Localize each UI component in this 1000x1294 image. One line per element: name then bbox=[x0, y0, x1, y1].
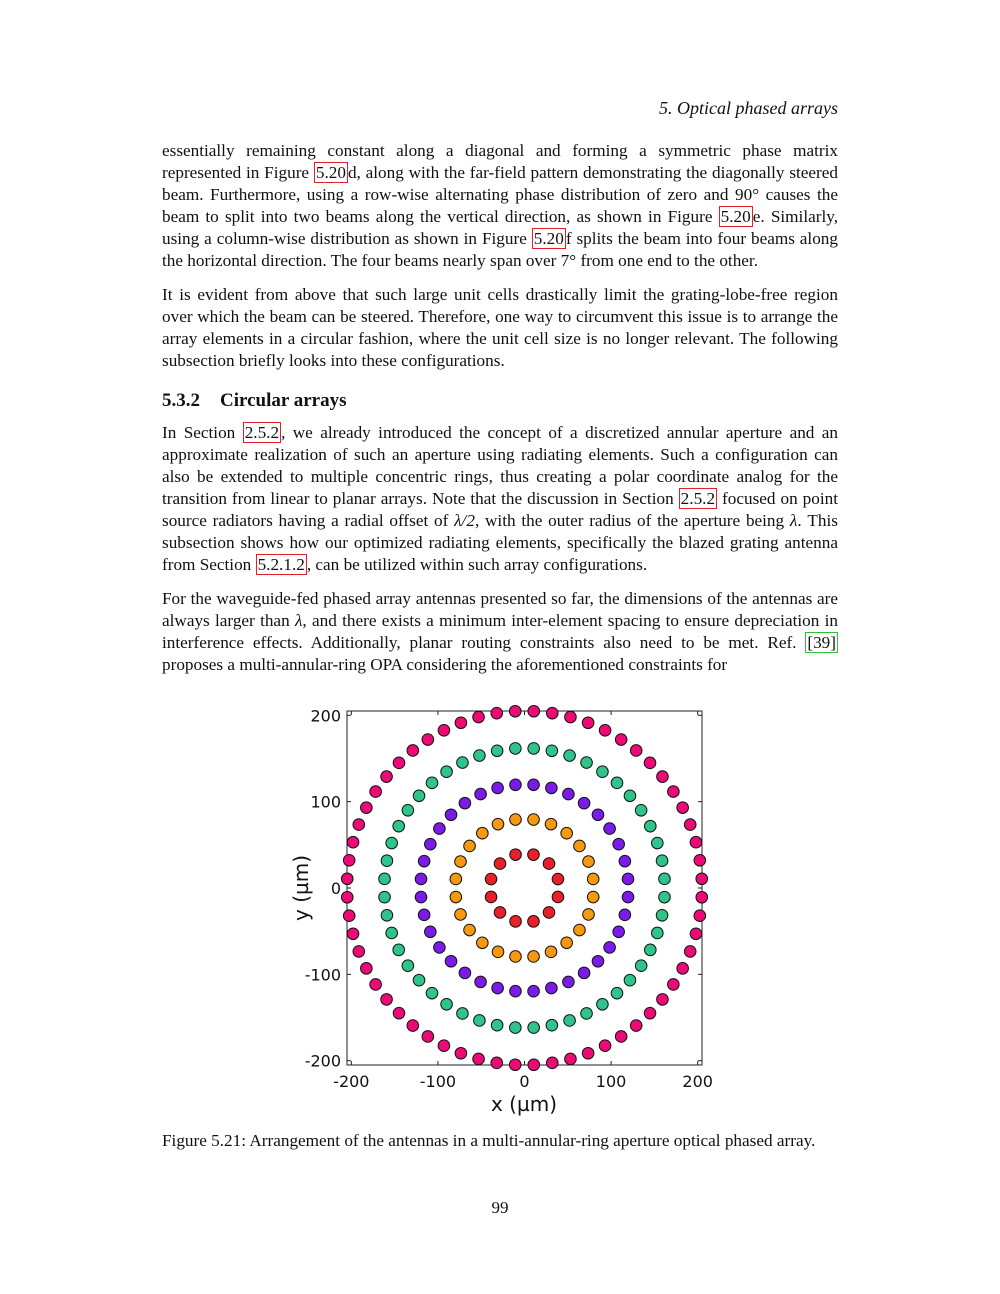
antenna-point-ring-5 bbox=[347, 836, 359, 848]
antenna-point-ring-5 bbox=[694, 855, 706, 867]
antenna-point-ring-5 bbox=[528, 1059, 540, 1071]
antenna-point-ring-3 bbox=[528, 985, 540, 997]
antenna-point-ring-2 bbox=[561, 937, 573, 949]
p4-text-b: , and there exists a minimum inter-element spacing to ensure depreciation in interference effects. Additionally, planar routing constraints also need to be met. Ref. bbox=[162, 611, 838, 652]
antenna-point-ring-4 bbox=[474, 1015, 486, 1027]
section-link[interactable]: 5.2.1.2 bbox=[257, 555, 305, 574]
antenna-point-ring-2 bbox=[477, 827, 489, 839]
antenna-point-ring-5 bbox=[455, 717, 467, 729]
antenna-point-ring-5 bbox=[407, 1020, 419, 1032]
antenna-point-ring-3 bbox=[475, 976, 487, 988]
antenna-point-ring-2 bbox=[528, 951, 540, 963]
p1-text-a: essentially remaining constant along a diagonal and forming a symmetric phase matrix represented in Figure bbox=[162, 141, 838, 182]
antenna-point-ring-4 bbox=[381, 855, 393, 867]
antenna-point-ring-3 bbox=[475, 788, 487, 800]
antenna-point-ring-3 bbox=[592, 809, 604, 821]
antenna-point-ring-1 bbox=[485, 873, 497, 885]
antenna-point-ring-4 bbox=[510, 743, 522, 755]
antenna-point-ring-2 bbox=[455, 909, 467, 921]
antenna-point-ring-1 bbox=[510, 916, 522, 928]
antenna-point-ring-5 bbox=[599, 724, 611, 736]
antenna-point-ring-3 bbox=[613, 926, 625, 938]
antenna-point-ring-3 bbox=[459, 967, 471, 979]
antenna-point-ring-5 bbox=[438, 1040, 450, 1052]
antenna-point-ring-3 bbox=[619, 855, 631, 867]
antenna-point-ring-3 bbox=[528, 779, 540, 791]
antenna-point-ring-4 bbox=[564, 750, 576, 762]
antenna-point-ring-3 bbox=[415, 873, 427, 885]
antenna-point-ring-3 bbox=[613, 838, 625, 850]
antenna-point-ring-4 bbox=[528, 1022, 540, 1034]
y-tick-label: -100 bbox=[304, 965, 341, 985]
antenna-point-ring-4 bbox=[457, 1008, 469, 1020]
antenna-point-ring-5 bbox=[644, 757, 656, 769]
antenna-point-ring-3 bbox=[622, 873, 634, 885]
antenna-point-ring-1 bbox=[494, 907, 506, 919]
math-lambda-half: λ/2 bbox=[454, 511, 475, 530]
antenna-point-ring-5 bbox=[509, 1059, 521, 1071]
x-tick-label: -100 bbox=[419, 1072, 457, 1091]
antenna-point-ring-3 bbox=[434, 823, 446, 835]
page-number: 99 bbox=[491, 1198, 509, 1217]
antenna-point-ring-4 bbox=[659, 873, 671, 885]
antenna-point-ring-4 bbox=[652, 837, 664, 849]
paragraph-4 bbox=[162, 588, 838, 676]
p3-text-c: focused on point source radiators having a radial offset of bbox=[162, 489, 838, 530]
antenna-point-ring-3 bbox=[622, 891, 634, 903]
antenna-point-ring-2 bbox=[492, 946, 504, 958]
antenna-point-ring-3 bbox=[604, 942, 616, 954]
antenna-point-ring-5 bbox=[473, 1053, 485, 1065]
antenna-point-ring-4 bbox=[426, 987, 438, 999]
antenna-point-ring-5 bbox=[347, 928, 359, 940]
antenna-point-ring-5 bbox=[473, 711, 485, 723]
antenna-point-ring-5 bbox=[361, 963, 373, 975]
y-tick-label: 0 bbox=[330, 879, 341, 898]
p1-text-c: e. Similarly, using a column-wise distribution as shown in Figure bbox=[162, 207, 838, 248]
antenna-point-ring-5 bbox=[644, 1007, 656, 1019]
antenna-point-ring-2 bbox=[464, 840, 476, 852]
antenna-point-ring-1 bbox=[528, 916, 540, 928]
antenna-point-ring-3 bbox=[546, 782, 558, 794]
x-tick-label: 200 bbox=[682, 1072, 713, 1091]
antenna-point-ring-4 bbox=[659, 891, 671, 903]
antenna-point-ring-4 bbox=[386, 837, 398, 849]
p1-text-b: d, along with the far-field pattern demonstrating the diagonally steered beam. Furthermore, using a row-wise alternating phase distribution of zero and 90° causes the beam to split into two beams along the vertical direction, as shown in Figure bbox=[162, 163, 838, 226]
antenna-point-ring-5 bbox=[341, 891, 353, 903]
p3-text-a: In Section bbox=[162, 423, 243, 442]
antenna-point-ring-1 bbox=[543, 858, 555, 870]
antenna-point-ring-1 bbox=[485, 891, 497, 903]
antenna-point-ring-5 bbox=[690, 928, 702, 940]
antenna-point-ring-4 bbox=[581, 1008, 593, 1020]
antenna-point-ring-5 bbox=[393, 1007, 405, 1019]
antenna-point-ring-4 bbox=[597, 766, 609, 778]
antenna-point-ring-2 bbox=[464, 924, 476, 936]
y-tick-label: 100 bbox=[310, 792, 341, 812]
antenna-point-ring-2 bbox=[450, 891, 462, 903]
paragraph-3 bbox=[162, 422, 838, 576]
antenna-point-ring-2 bbox=[450, 873, 462, 885]
antenna-point-ring-4 bbox=[546, 1019, 558, 1031]
math-lambda: λ bbox=[294, 611, 303, 630]
antenna-point-ring-5 bbox=[630, 1020, 642, 1032]
antenna-point-ring-4 bbox=[402, 804, 414, 816]
antenna-point-ring-5 bbox=[657, 771, 669, 783]
antenna-point-ring-3 bbox=[510, 985, 522, 997]
antenna-point-ring-5 bbox=[353, 819, 365, 831]
antenna-point-ring-4 bbox=[441, 999, 453, 1011]
antenna-point-ring-3 bbox=[578, 967, 590, 979]
antenna-point-ring-3 bbox=[619, 909, 631, 921]
antenna-point-ring-5 bbox=[694, 910, 706, 922]
antenna-point-ring-5 bbox=[615, 1031, 627, 1043]
antenna-point-ring-4 bbox=[393, 820, 405, 832]
antenna-point-ring-4 bbox=[635, 960, 647, 972]
antenna-point-ring-3 bbox=[425, 926, 437, 938]
antenna-point-ring-2 bbox=[510, 951, 522, 963]
antenna-point-ring-4 bbox=[426, 777, 438, 789]
antenna-point-ring-5 bbox=[343, 855, 355, 867]
antenna-point-ring-5 bbox=[684, 946, 696, 958]
antenna-point-ring-4 bbox=[413, 974, 425, 986]
running-header: 5. Optical phased arrays bbox=[659, 98, 838, 118]
antenna-point-ring-2 bbox=[574, 924, 586, 936]
section-link[interactable]: 2.5.2 bbox=[680, 489, 716, 508]
antenna-point-ring-5 bbox=[696, 873, 708, 885]
antenna-point-ring-4 bbox=[528, 743, 540, 755]
x-tick-label: -200 bbox=[333, 1072, 370, 1091]
y-axis-label: y (µm) bbox=[289, 854, 313, 922]
antenna-point-ring-2 bbox=[561, 827, 573, 839]
antenna-point-ring-5 bbox=[438, 724, 450, 736]
antenna-point-ring-3 bbox=[563, 976, 575, 988]
antenna-point-ring-3 bbox=[563, 788, 575, 800]
antenna-point-ring-3 bbox=[510, 779, 522, 791]
antenna-point-ring-5 bbox=[370, 979, 382, 991]
antenna-point-ring-4 bbox=[474, 750, 486, 762]
p4-text-a: For the waveguide-fed phased array antennas presented so far, the dimensions of the antennas are always larger than bbox=[162, 589, 838, 630]
p1-text-d: f splits the beam into four beams along the horizontal direction. The four beams nearly span over 7° from one end to the other. bbox=[162, 229, 838, 270]
antenna-point-ring-5 bbox=[582, 1047, 594, 1059]
scatter-plot bbox=[280, 695, 720, 1120]
antenna-point-ring-2 bbox=[477, 937, 489, 949]
antenna-point-ring-4 bbox=[652, 927, 664, 939]
section-title: Circular arrays bbox=[220, 390, 347, 411]
p3-text-b: , we already introduced the concept of a discretized annular aperture and an approximate realization of such an aperture using radiating elements. Such a configuration can also be extended to multiple concentric rings, thus creating a polar coordinate analog for the transition from linear to planar arrays. Note that the discussion in Section bbox=[162, 423, 839, 508]
section-heading bbox=[162, 390, 346, 412]
antenna-point-ring-5 bbox=[690, 836, 702, 848]
antenna-point-ring-5 bbox=[361, 802, 373, 814]
antenna-point-ring-5 bbox=[491, 1057, 503, 1069]
antenna-point-ring-2 bbox=[528, 814, 540, 826]
antenna-point-ring-3 bbox=[415, 891, 427, 903]
antenna-point-ring-5 bbox=[615, 734, 627, 746]
antenna-point-ring-4 bbox=[379, 891, 391, 903]
paragraph-1 bbox=[162, 140, 838, 272]
section-link[interactable]: 2.5.2 bbox=[244, 423, 280, 442]
antenna-point-ring-3 bbox=[445, 955, 457, 967]
antenna-point-ring-1 bbox=[552, 873, 564, 885]
antenna-point-ring-4 bbox=[635, 804, 647, 816]
antenna-point-ring-4 bbox=[441, 766, 453, 778]
antenna-point-ring-5 bbox=[509, 705, 521, 717]
antenna-point-ring-5 bbox=[677, 802, 689, 814]
antenna-point-ring-3 bbox=[418, 855, 430, 867]
antenna-point-ring-3 bbox=[492, 782, 504, 794]
antenna-point-ring-2 bbox=[583, 909, 595, 921]
antenna-point-ring-5 bbox=[381, 771, 393, 783]
section-number: 5.3.2 bbox=[162, 390, 200, 411]
antenna-point-ring-2 bbox=[510, 814, 522, 826]
antenna-point-ring-2 bbox=[574, 840, 586, 852]
antenna-point-ring-1 bbox=[543, 907, 555, 919]
antenna-point-ring-4 bbox=[379, 873, 391, 885]
antenna-point-ring-5 bbox=[528, 705, 540, 717]
antenna-point-ring-2 bbox=[587, 891, 599, 903]
p4-text-c: proposes a multi-annular-ring OPA considering the aforementioned constraints for bbox=[162, 655, 728, 674]
antenna-point-ring-5 bbox=[657, 994, 669, 1006]
figure-caption: Figure 5.21: Arrangement of the antennas in a multi-annular-ring aperture optical phased array. bbox=[162, 1131, 816, 1150]
antenna-point-ring-4 bbox=[402, 960, 414, 972]
citation-link[interactable]: [39] bbox=[807, 633, 836, 652]
p3-text-f: , can be utilized within such array configurations. bbox=[306, 555, 648, 574]
antenna-point-ring-3 bbox=[425, 838, 437, 850]
antenna-point-ring-4 bbox=[645, 944, 657, 956]
antenna-point-ring-4 bbox=[491, 1019, 503, 1031]
antenna-point-ring-3 bbox=[418, 909, 430, 921]
antenna-point-ring-5 bbox=[455, 1047, 467, 1059]
antenna-point-ring-4 bbox=[510, 1022, 522, 1034]
antenna-point-ring-3 bbox=[492, 982, 504, 994]
antenna-point-ring-4 bbox=[386, 927, 398, 939]
antenna-point-ring-5 bbox=[341, 873, 353, 885]
figure-link[interactable]: 5.20 bbox=[315, 163, 346, 182]
antenna-point-ring-2 bbox=[455, 856, 467, 868]
antenna-point-ring-1 bbox=[552, 891, 564, 903]
antenna-point-ring-5 bbox=[353, 946, 365, 958]
antenna-point-ring-2 bbox=[545, 946, 557, 958]
antenna-point-ring-4 bbox=[413, 790, 425, 802]
antenna-point-ring-3 bbox=[604, 823, 616, 835]
antenna-point-ring-5 bbox=[407, 745, 419, 757]
antenna-point-ring-4 bbox=[656, 909, 668, 921]
antenna-point-ring-4 bbox=[581, 757, 593, 769]
antenna-point-ring-4 bbox=[597, 999, 609, 1011]
p3-text-e: . This subsection shows how our optimized radiating elements, specifically the blazed grating antenna from Section bbox=[162, 511, 838, 574]
antenna-point-ring-4 bbox=[381, 909, 393, 921]
figure-link[interactable]: 5.20 bbox=[533, 229, 564, 248]
figure-link[interactable]: 5.20 bbox=[720, 207, 751, 226]
antenna-point-ring-3 bbox=[546, 982, 558, 994]
antenna-point-ring-2 bbox=[492, 818, 504, 830]
antenna-point-ring-1 bbox=[528, 849, 540, 861]
antenna-point-ring-4 bbox=[611, 987, 623, 999]
antenna-point-ring-2 bbox=[545, 818, 557, 830]
antenna-point-ring-5 bbox=[565, 1053, 577, 1065]
antenna-point-ring-4 bbox=[546, 745, 558, 757]
antenna-point-ring-1 bbox=[510, 849, 522, 861]
antenna-point-ring-4 bbox=[457, 757, 469, 769]
x-tick-label: 100 bbox=[595, 1072, 627, 1091]
y-tick-label: -200 bbox=[304, 1051, 341, 1071]
p3-text-d: , with the outer radius of the aperture being bbox=[474, 511, 790, 530]
antenna-point-ring-5 bbox=[491, 707, 503, 719]
antenna-point-ring-3 bbox=[459, 797, 471, 809]
antenna-point-ring-4 bbox=[393, 944, 405, 956]
antenna-point-ring-5 bbox=[422, 734, 434, 746]
antenna-point-ring-4 bbox=[491, 745, 503, 757]
antenna-point-ring-3 bbox=[434, 942, 446, 954]
antenna-point-ring-5 bbox=[677, 963, 689, 975]
antenna-point-ring-5 bbox=[343, 910, 355, 922]
antenna-point-ring-5 bbox=[546, 1057, 558, 1069]
antenna-point-ring-1 bbox=[494, 858, 506, 870]
figure-5-21 bbox=[280, 695, 720, 1125]
antenna-point-ring-5 bbox=[381, 994, 393, 1006]
antenna-point-ring-4 bbox=[656, 855, 668, 867]
antenna-point-ring-5 bbox=[630, 745, 642, 757]
antenna-point-ring-4 bbox=[624, 790, 636, 802]
paragraph-2: It is evident from above that such large unit cells drastically limit the grating-lobe-free region over which the beam can be steered. Therefore, one way to circumvent this issue is to arrange the array elements in a circular fashion, where the unit cell size is no longer relevant. The following subsection briefly looks into these configurations. bbox=[162, 285, 838, 370]
antenna-point-ring-5 bbox=[696, 891, 708, 903]
antenna-point-ring-5 bbox=[599, 1040, 611, 1052]
antenna-point-ring-5 bbox=[684, 819, 696, 831]
antenna-point-ring-5 bbox=[668, 979, 680, 991]
antenna-point-ring-5 bbox=[668, 786, 680, 798]
antenna-point-ring-4 bbox=[611, 777, 623, 789]
antenna-point-ring-4 bbox=[564, 1015, 576, 1027]
x-axis-label: x (µm) bbox=[490, 1092, 558, 1116]
antenna-point-ring-3 bbox=[445, 809, 457, 821]
antenna-point-ring-5 bbox=[370, 786, 382, 798]
antenna-point-ring-3 bbox=[578, 797, 590, 809]
antenna-point-ring-4 bbox=[624, 974, 636, 986]
x-tick-label: 0 bbox=[519, 1072, 530, 1091]
antenna-point-ring-5 bbox=[565, 711, 577, 723]
antenna-point-ring-4 bbox=[645, 820, 657, 832]
antenna-point-ring-2 bbox=[587, 873, 599, 885]
antenna-point-ring-3 bbox=[592, 955, 604, 967]
y-tick-label: 200 bbox=[310, 706, 341, 726]
antenna-point-ring-5 bbox=[422, 1031, 434, 1043]
antenna-point-ring-5 bbox=[546, 707, 558, 719]
antenna-point-ring-5 bbox=[582, 717, 594, 729]
math-lambda: λ bbox=[789, 511, 798, 530]
antenna-point-ring-5 bbox=[393, 757, 405, 769]
antenna-point-ring-2 bbox=[583, 856, 595, 868]
